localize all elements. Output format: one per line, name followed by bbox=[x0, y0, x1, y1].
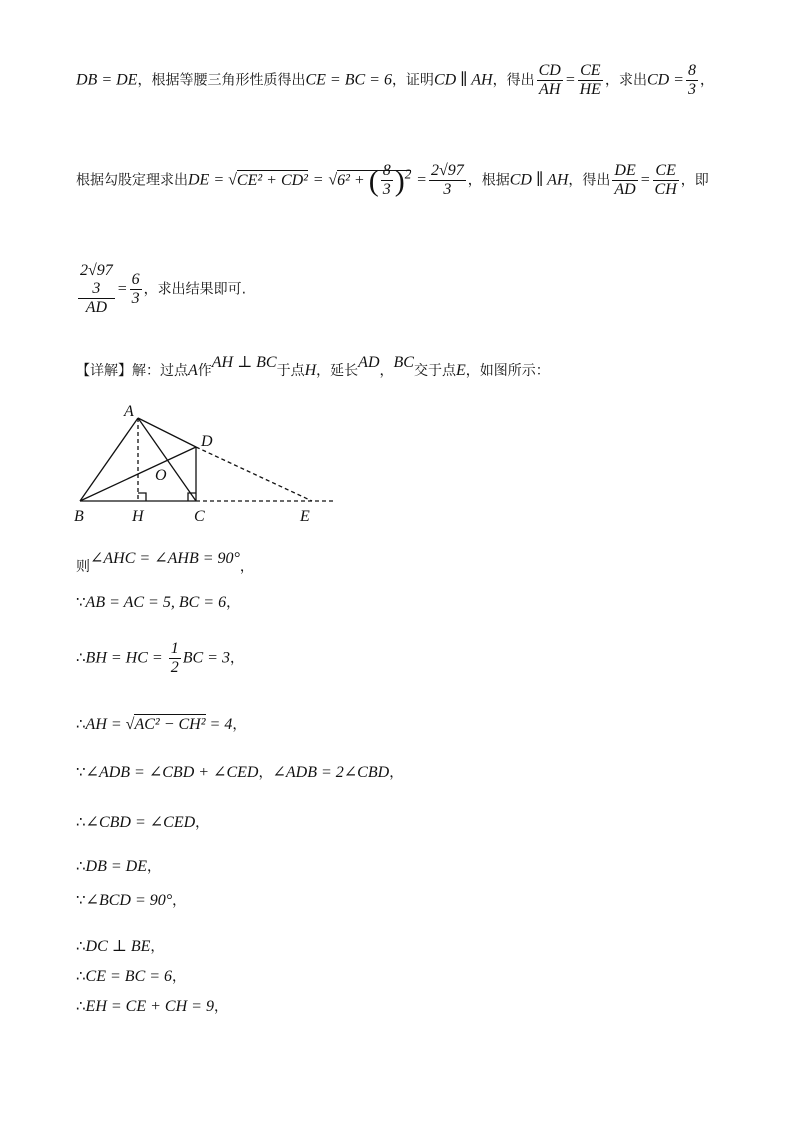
text: ，即 bbox=[680, 172, 709, 189]
text: 根据勾股定理求出 bbox=[76, 172, 188, 189]
therefore-symbol: ∴ bbox=[76, 715, 86, 733]
text: ，根据等腰三角形性质得出 bbox=[137, 72, 306, 89]
step-2 bbox=[76, 592, 240, 612]
punct: ， bbox=[232, 717, 247, 733]
label-e: E bbox=[300, 508, 310, 525]
therefore-symbol: ∴ bbox=[76, 813, 86, 831]
because-symbol: ∵ bbox=[76, 891, 86, 909]
therefore-symbol: ∴ bbox=[76, 857, 86, 875]
step-expr: BC = 3 bbox=[182, 649, 230, 667]
step-expr: ∠ADB = 2∠CBD bbox=[272, 764, 390, 781]
step-expr: AH = bbox=[85, 716, 126, 733]
text: ，延长 bbox=[316, 363, 359, 379]
step-expr: AB = AC = 5, BC = 6 bbox=[85, 594, 227, 611]
label-b: B bbox=[74, 508, 84, 525]
right-angle-h bbox=[138, 493, 146, 501]
math-parallel: CD ∥ AH bbox=[509, 171, 569, 189]
segment-ac bbox=[138, 418, 196, 501]
step-1 bbox=[76, 548, 254, 575]
punct: ， bbox=[195, 815, 210, 831]
therefore-symbol: ∴ bbox=[76, 997, 86, 1015]
math-parallel: CD ∥ AH bbox=[433, 71, 493, 89]
math-cd: CD = bbox=[646, 71, 684, 89]
step-expr: ∠CBD = ∠CED bbox=[85, 814, 196, 831]
text: ，证明 bbox=[391, 72, 434, 89]
text: ，如图所示： bbox=[465, 363, 550, 379]
math-ce-bc: CE = BC = 6 bbox=[305, 71, 392, 89]
geometry-figure bbox=[70, 400, 350, 530]
step-expr: DC ⊥ BE bbox=[85, 938, 151, 955]
step-8 bbox=[76, 890, 186, 910]
fraction-de-ad: $\frac{DE}{AD}$ bbox=[614, 162, 636, 198]
punct: ， bbox=[389, 765, 404, 781]
text: ，求出结果即可. bbox=[143, 281, 247, 298]
because-symbol: ∵ bbox=[76, 763, 86, 781]
point-e: E bbox=[455, 362, 466, 379]
punct: ， bbox=[229, 650, 244, 667]
text: ，得出 bbox=[492, 72, 535, 89]
punct: ， bbox=[172, 893, 187, 909]
step-10 bbox=[76, 966, 186, 986]
math-de: DE = bbox=[188, 171, 229, 189]
fraction-8-3: $\frac{8}{3}$ bbox=[687, 62, 696, 98]
fraction-nested: 2√97 3 AD bbox=[80, 262, 113, 316]
fraction-6-3: $\frac{6}{3}$ bbox=[131, 271, 140, 307]
text: 交于点 bbox=[413, 363, 456, 379]
solution-line-2 bbox=[76, 162, 709, 199]
punct: ， bbox=[213, 999, 228, 1015]
punct: ， bbox=[239, 559, 254, 575]
label-h: H bbox=[132, 508, 144, 525]
step-expr: ∠BCD = 90° bbox=[85, 892, 173, 909]
text: 于点 bbox=[276, 363, 305, 379]
segment-ab bbox=[80, 418, 138, 501]
punct: ， bbox=[172, 969, 187, 985]
text: ，求出 bbox=[604, 72, 647, 89]
punct: ， bbox=[150, 939, 165, 955]
text: ，根据 bbox=[467, 172, 510, 189]
step-6 bbox=[76, 812, 209, 832]
step-5 bbox=[76, 762, 403, 782]
step-expr: BH = HC = bbox=[85, 649, 167, 667]
step-expr: ∠ADB = ∠CBD + ∠CED bbox=[85, 764, 259, 781]
detail-heading bbox=[76, 354, 550, 380]
fraction-1-2: $\frac{1}{2}$ bbox=[170, 640, 179, 676]
equals: = bbox=[416, 171, 427, 189]
punct: ， bbox=[226, 595, 241, 611]
text: ， bbox=[379, 363, 394, 379]
fraction-2sqrt97-3: $\frac{2√97}{3}$ bbox=[430, 162, 464, 198]
solution-line-1 bbox=[76, 62, 714, 99]
math-ah-perp-bc: AH ⊥ BC bbox=[211, 354, 277, 371]
step-expr: CE = BC = 6 bbox=[85, 968, 173, 985]
fraction-ce-ch: $\frac{CE}{CH}$ bbox=[654, 162, 677, 198]
step-expr: = 4 bbox=[205, 716, 233, 733]
step-prefix: 则 bbox=[76, 559, 90, 575]
fraction-cd-ah: $\frac{CD}{AH}$ bbox=[538, 62, 561, 98]
sqrt-ce-cd: √CE² + CD² bbox=[228, 171, 308, 189]
equals: = bbox=[312, 171, 324, 189]
equals: = bbox=[564, 71, 576, 89]
text: ， bbox=[699, 72, 714, 89]
equals: = bbox=[639, 171, 651, 189]
math-ad: AD bbox=[358, 354, 380, 371]
label-c: C bbox=[194, 508, 205, 525]
text: 作 bbox=[197, 363, 212, 379]
text: ，得出 bbox=[568, 172, 611, 189]
point-h: H bbox=[304, 362, 317, 379]
segment-ad bbox=[138, 418, 196, 447]
math-bc: BC bbox=[393, 354, 414, 371]
detail-tag: 【详解】 bbox=[76, 363, 132, 379]
label-a: A bbox=[124, 403, 134, 420]
step-11 bbox=[76, 996, 228, 1016]
step-9 bbox=[76, 936, 164, 956]
math-db-de: DB = DE bbox=[76, 71, 138, 89]
label-d: D bbox=[201, 433, 213, 450]
step-7 bbox=[76, 856, 161, 876]
step-expr: ∠AHC = ∠AHB = 90° bbox=[90, 550, 240, 567]
equals: = bbox=[116, 280, 128, 298]
label-o: O bbox=[155, 467, 167, 484]
fraction-ce-he: $\frac{CE}{HE}$ bbox=[579, 62, 601, 98]
segment-de-dashed bbox=[196, 447, 312, 501]
because-symbol: ∵ bbox=[76, 593, 86, 611]
text: 解：过点 bbox=[132, 363, 188, 379]
point-a: A bbox=[188, 362, 198, 379]
therefore-symbol: ∴ bbox=[76, 648, 86, 667]
step-expr: EH = CE + CH = 9 bbox=[85, 998, 214, 1015]
step-3 bbox=[76, 640, 244, 677]
sqrt-6-8-3: √6² + ( $\frac{8}{3}$ )$^2$ bbox=[328, 162, 412, 199]
solution-line-3 bbox=[76, 262, 246, 317]
punct: ， bbox=[258, 765, 273, 781]
therefore-symbol: ∴ bbox=[76, 937, 86, 955]
step-4 bbox=[76, 714, 246, 734]
punct: ， bbox=[147, 859, 161, 875]
sqrt-ac-ch: √AC² − CH² bbox=[125, 716, 206, 733]
step-expr: DB = DE bbox=[85, 858, 147, 875]
therefore-symbol: ∴ bbox=[76, 967, 86, 985]
